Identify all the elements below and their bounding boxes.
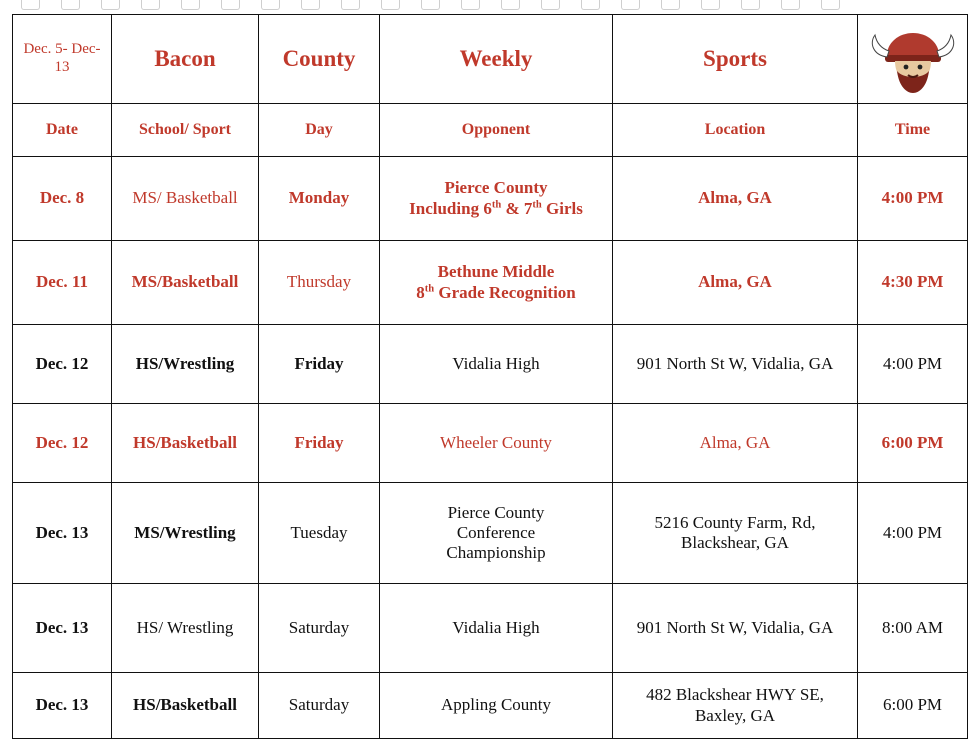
binding-hole — [541, 0, 560, 10]
binding-hole — [421, 0, 440, 10]
cell-date: Dec. 11 — [13, 241, 112, 325]
binding-hole — [621, 0, 640, 10]
sports-schedule-table — [12, 14, 968, 739]
cell-day: Thursday — [259, 241, 380, 325]
column-header-school-sport: School/ Sport — [112, 104, 259, 157]
binding-hole — [101, 0, 120, 10]
title-word-county: County — [259, 15, 380, 104]
location-line-2: Blackshear, GA — [681, 533, 789, 552]
binding-hole — [581, 0, 600, 10]
cell-school-sport: HS/Basketball — [112, 673, 259, 739]
cell-school-sport: HS/Basketball — [112, 404, 259, 483]
opponent-line-1: Pierce County — [447, 502, 545, 522]
binding-hole — [21, 0, 40, 10]
cell-date: Dec. 13 — [13, 673, 112, 739]
cell-day: Tuesday — [259, 483, 380, 584]
column-header-day: Day — [259, 104, 380, 157]
opponent-line-1: Pierce County — [444, 178, 548, 198]
cell-school-sport: MS/Basketball — [112, 241, 259, 325]
cell-day: Saturday — [259, 584, 380, 673]
cell-school-sport: MS/Wrestling — [112, 483, 259, 584]
cell-time: 6:00 PM — [858, 673, 968, 739]
opponent-line-2: Conference — [456, 522, 536, 542]
column-header-opponent: Opponent — [380, 104, 613, 157]
cell-date: Dec. 12 — [13, 404, 112, 483]
cell-opponent: Vidalia High — [380, 325, 613, 404]
cell-school-sport: MS/ Basketball — [112, 157, 259, 241]
date-range: Dec. 5- Dec- 13 — [13, 15, 112, 104]
table-row — [13, 241, 968, 325]
binding-hole — [261, 0, 280, 10]
cell-location: 901 North St W, Vidalia, GA — [613, 325, 858, 404]
location-line-1: 5216 County Farm, Rd, — [654, 512, 816, 532]
title-word-sports: Sports — [613, 15, 858, 104]
table-row — [13, 157, 968, 241]
binding-hole — [701, 0, 720, 10]
cell-day: Friday — [259, 325, 380, 404]
binding-hole — [821, 0, 840, 10]
table-row — [13, 584, 968, 673]
cell-location: Alma, GA — [613, 241, 858, 325]
binding-hole — [221, 0, 240, 10]
cell-location — [613, 483, 858, 584]
cell-date: Dec. 13 — [13, 584, 112, 673]
title-row — [13, 15, 968, 104]
table-row — [13, 483, 968, 584]
cell-time: 4:30 PM — [858, 241, 968, 325]
opponent-line-2: 8th Grade Recognition — [416, 282, 576, 302]
table-row — [13, 325, 968, 404]
binding-hole — [461, 0, 480, 10]
location-line-1: 482 Blackshear HWY SE, — [646, 685, 824, 705]
column-header-row — [13, 104, 968, 157]
opponent-line-2: Including 6th & 7th Girls — [409, 198, 583, 218]
binding-hole — [781, 0, 800, 10]
binding-hole — [381, 0, 400, 10]
logo-cell — [858, 15, 968, 104]
binding-hole — [341, 0, 360, 10]
cell-school-sport: HS/Wrestling — [112, 325, 259, 404]
binding-hole — [661, 0, 680, 10]
cell-date: Dec. 8 — [13, 157, 112, 241]
binding-hole — [301, 0, 320, 10]
cell-time: 8:00 AM — [858, 584, 968, 673]
title-word-bacon: Bacon — [112, 15, 259, 104]
cell-day: Monday — [259, 157, 380, 241]
opponent-line-3: Championship — [446, 543, 546, 563]
cell-opponent — [380, 241, 613, 325]
binding-hole — [61, 0, 80, 10]
spiral-binding — [0, 0, 979, 14]
cell-opponent: Appling County — [380, 673, 613, 739]
cell-time: 6:00 PM — [858, 404, 968, 483]
cell-school-sport: HS/ Wrestling — [112, 584, 259, 673]
location-line-2: Baxley, GA — [694, 705, 776, 725]
cell-opponent — [380, 483, 613, 584]
cell-location: Alma, GA — [613, 404, 858, 483]
cell-time: 4:00 PM — [858, 157, 968, 241]
cell-date: Dec. 13 — [13, 483, 112, 584]
cell-location — [613, 673, 858, 739]
viking-mascot-icon — [858, 23, 967, 95]
cell-time: 4:00 PM — [858, 325, 968, 404]
binding-hole — [181, 0, 200, 10]
binding-hole — [141, 0, 160, 10]
table-row — [13, 673, 968, 739]
cell-opponent — [380, 157, 613, 241]
cell-day: Saturday — [259, 673, 380, 739]
opponent-line-1: Bethune Middle — [437, 262, 555, 282]
cell-opponent: Vidalia High — [380, 584, 613, 673]
cell-date: Dec. 12 — [13, 325, 112, 404]
column-header-date: Date — [13, 104, 112, 157]
cell-day: Friday — [259, 404, 380, 483]
cell-opponent: Wheeler County — [380, 404, 613, 483]
title-word-weekly: Weekly — [380, 15, 613, 104]
cell-location: 901 North St W, Vidalia, GA — [613, 584, 858, 673]
binding-hole — [501, 0, 520, 10]
binding-hole — [741, 0, 760, 10]
cell-time: 4:00 PM — [858, 483, 968, 584]
column-header-location: Location — [613, 104, 858, 157]
table-row — [13, 404, 968, 483]
cell-location: Alma, GA — [613, 157, 858, 241]
column-header-time: Time — [858, 104, 968, 157]
